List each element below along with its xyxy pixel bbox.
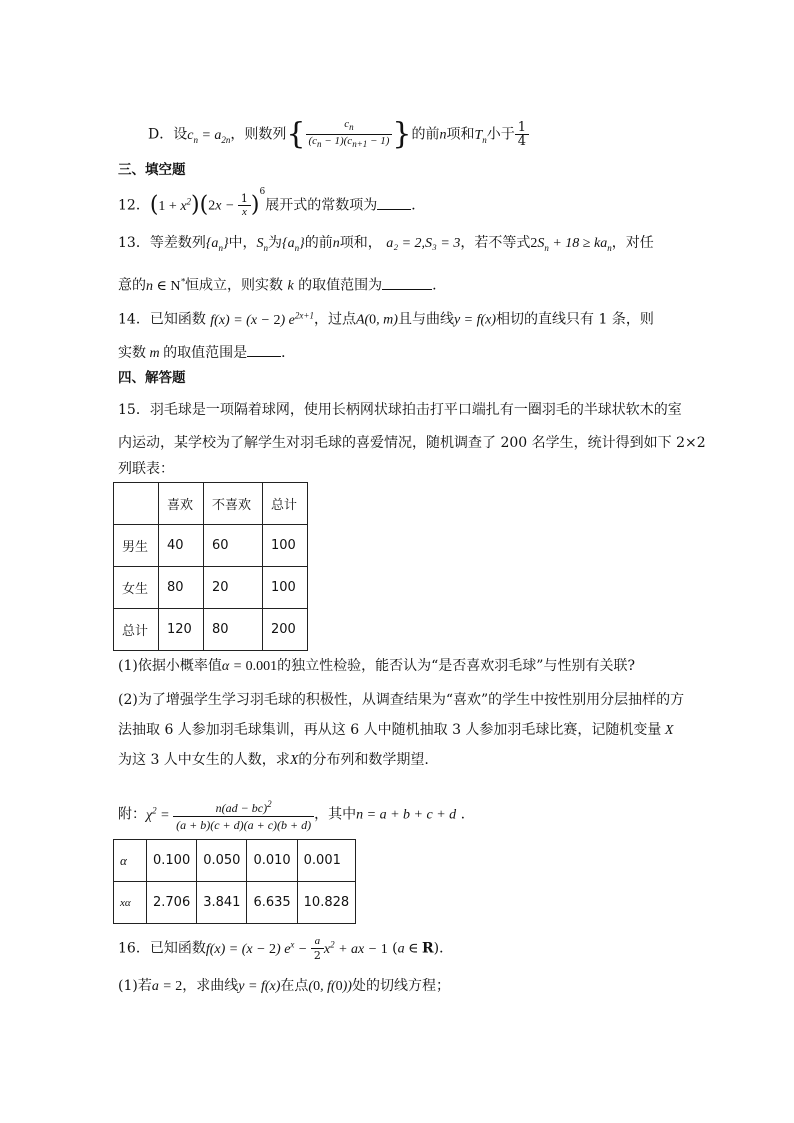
table-cell: 20 bbox=[204, 567, 263, 609]
section-title-answer: 四、解答题 bbox=[118, 370, 186, 386]
question-13: 13．等差数列$\{a_n\}$中，$S_n$为$\{a_n\}$的前n项和， a₂ = 2,S₃ = 3，若不等式$2S_n + 18 \ge ka_n$，对任 bbox=[118, 235, 654, 253]
critical-value-table bbox=[113, 839, 356, 924]
question-15-line2: 内运动，某学校为了解学生对羽毛球的喜爱情况，随机调查了 200 名学生，统计得到如下 2×2 bbox=[118, 435, 706, 451]
question-15-part1: (1)依据小概率值α = 0.001的独立性检验，能否认为“是否喜欢羽毛球”与性别有关联? bbox=[118, 658, 635, 674]
table-cell: 120 bbox=[159, 609, 204, 651]
question-15-line1: 15．羽毛球是一项隔着球网，使用长柄网状球拍击打平口端扎有一圈羽毛的半球状软木的室 bbox=[118, 402, 682, 418]
table-cell: 100 bbox=[263, 525, 308, 567]
contingency-table bbox=[113, 482, 308, 651]
question-16: 16．已知函数f(x) = (x − 2) $e^x$ − $\frac{a}{2}$ $x^2$ + ax − 1 (a ∈ R)． bbox=[118, 935, 454, 963]
table-cell: 2.706 bbox=[147, 882, 197, 924]
table-row bbox=[114, 567, 308, 609]
table-header-row bbox=[114, 483, 308, 525]
question-14-line2: 实数 m 的取值范围是 ． bbox=[118, 345, 296, 361]
question-15-part2-line1: (2)为了增强学生学习羽毛球的积极性，从调查结果为“喜欢”的学生中按性别用分层抽样的方 bbox=[118, 692, 685, 708]
table-cell: α bbox=[114, 840, 147, 882]
table-cell: 0.100 bbox=[147, 840, 197, 882]
table-cell: 60 bbox=[204, 525, 263, 567]
table-row bbox=[114, 840, 356, 882]
table-cell: 喜欢 bbox=[159, 483, 204, 525]
table-cell: 80 bbox=[159, 567, 204, 609]
question-15-part2-line2: 法抽取 6 人参加羽毛球集训，再从这 6 人中随机抽取 3 人参加羽毛球比赛，记随机变量 X bbox=[118, 722, 674, 738]
table-row bbox=[114, 609, 308, 651]
table-row bbox=[114, 525, 308, 567]
table-cell: 男生 bbox=[114, 525, 159, 567]
section-title-fill-blank: 三、填空题 bbox=[118, 162, 186, 178]
table-cell: 0.050 bbox=[197, 840, 247, 882]
table-cell: 0.001 bbox=[297, 840, 356, 882]
question-15-part2-line3: 为这 3 人中女生的人数，求X的分布列和数学期望. bbox=[118, 752, 429, 768]
table-cell: 200 bbox=[263, 609, 308, 651]
table-cell: 总计 bbox=[114, 609, 159, 651]
table-cell: 40 bbox=[159, 525, 204, 567]
question-16-part1: (1)若a = 2，求曲线y = f(x)在点(0, f(0))处的切线方程； bbox=[118, 978, 450, 994]
table-cell: 3.841 bbox=[197, 882, 247, 924]
table-cell: 0.010 bbox=[247, 840, 297, 882]
table-cell: 总计 bbox=[263, 483, 308, 525]
table-cell: 80 bbox=[204, 609, 263, 651]
question-15-line3: 列联表： bbox=[118, 461, 174, 477]
table-cell: 6.635 bbox=[247, 882, 297, 924]
question-14: 14．已知函数 f(x) = (x − 2) $e^{2x+1}$，过点A(0, m)且与曲线y = f(x)相切的直线只有 1 条，则 bbox=[118, 310, 654, 328]
table-cell: 10.828 bbox=[297, 882, 356, 924]
table-cell: xα bbox=[114, 882, 147, 924]
table-row bbox=[114, 882, 356, 924]
question-12: 12．$(1 + x^2)(2x$ − $\frac{1}{x}$ )$^6$展开式的常数项为 ． bbox=[118, 187, 426, 219]
appendix-formula: 附：$\chi^2$ = $\frac{n(ad - bc)^2}{(a + b)(c + d)(a + c)(b + d)}$ ，其中n = a + b + c + d . bbox=[118, 796, 465, 833]
table-cell: 不喜欢 bbox=[204, 483, 263, 525]
table-cell bbox=[114, 483, 159, 525]
table-cell: 100 bbox=[263, 567, 308, 609]
option-d: D．设$c_n = a_{2n}$，则数列{ $\frac{c_n}{(c_n - 1)(c_{n+1} - 1)}$ }的前n项和$T_n$小于 $\frac{1}{4}$ bbox=[148, 118, 529, 151]
table-cell: 女生 bbox=[114, 567, 159, 609]
question-13-line2: 意的n ∈ N*恒成立，则实数 k 的取值范围为 . bbox=[118, 276, 437, 294]
